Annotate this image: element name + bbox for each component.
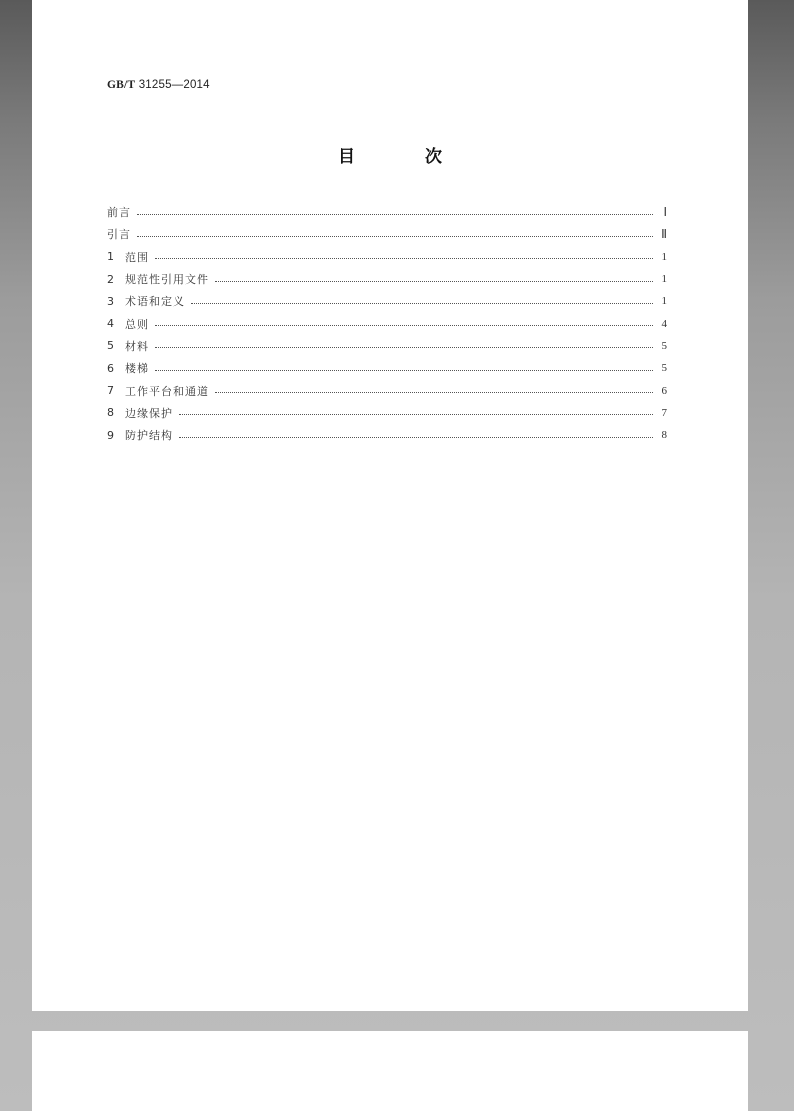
toc-entry-number: 9 xyxy=(107,428,114,442)
toc-entry-8[interactable] xyxy=(107,402,667,424)
toc-leader-dots xyxy=(179,437,653,438)
toc-entry-page: 5 xyxy=(661,362,667,375)
toc-leader-dots xyxy=(191,303,653,304)
table-of-contents xyxy=(107,201,667,446)
toc-entry-number: 4 xyxy=(107,317,114,331)
toc-entry-number: 3 xyxy=(107,294,114,308)
toc-entry-page: 5 xyxy=(661,339,667,352)
toc-entry-label: 规范性引用文件 xyxy=(125,273,209,287)
document-code-number: 31255—2014 xyxy=(138,79,210,91)
toc-entry-label: 术语和定义 xyxy=(125,295,185,309)
toc-title: 目 次 xyxy=(338,147,474,167)
toc-entry-page: 1 xyxy=(661,295,667,308)
toc-entry-page: Ⅰ xyxy=(663,204,667,219)
toc-entry-number: 5 xyxy=(107,339,114,353)
toc-entry-number: 8 xyxy=(107,406,114,420)
toc-entry-number: 7 xyxy=(107,384,114,398)
toc-entry-page: 1 xyxy=(661,250,667,263)
toc-leader-dots xyxy=(179,414,653,415)
toc-entry-number: 1 xyxy=(107,250,114,264)
toc-entry-number: 6 xyxy=(107,361,114,375)
toc-entry-3[interactable] xyxy=(107,290,667,312)
toc-entry-label: 前言 xyxy=(107,206,131,220)
toc-entry-label: 材料 xyxy=(125,339,149,353)
toc-leader-dots xyxy=(155,370,653,371)
toc-entry-page: 7 xyxy=(661,406,667,419)
toc-leader-dots xyxy=(155,347,653,348)
toc-entry-7[interactable] xyxy=(107,379,667,401)
toc-leader-dots xyxy=(155,258,653,259)
toc-entry-page: Ⅱ xyxy=(661,226,667,241)
toc-entry-4[interactable] xyxy=(107,312,667,334)
toc-entry-label: 范围 xyxy=(125,250,149,264)
toc-entry-1[interactable] xyxy=(107,246,667,268)
toc-entry-label: 工作平台和通道 xyxy=(125,384,209,398)
toc-entry-page: 6 xyxy=(661,384,667,397)
toc-entry-label: 引言 xyxy=(107,228,131,242)
document-page xyxy=(32,0,748,1011)
toc-entry-label: 边缘保护 xyxy=(125,406,173,420)
toc-entry-9[interactable] xyxy=(107,424,667,446)
toc-entry-introduction[interactable] xyxy=(107,223,667,245)
toc-entry-number: 2 xyxy=(107,272,114,286)
toc-entry-5[interactable] xyxy=(107,335,667,357)
toc-entry-6[interactable] xyxy=(107,357,667,379)
toc-entry-page: 1 xyxy=(661,273,667,286)
toc-leader-dots xyxy=(137,214,653,215)
toc-leader-dots xyxy=(137,236,653,237)
toc-leader-dots xyxy=(155,325,653,326)
toc-entry-2[interactable] xyxy=(107,268,667,290)
toc-entry-label: 楼梯 xyxy=(125,362,149,376)
toc-entry-page: 4 xyxy=(661,317,667,330)
toc-entry-label: 总则 xyxy=(125,317,149,331)
toc-entry-label: 防护结构 xyxy=(125,429,173,443)
next-document-page xyxy=(32,1031,748,1111)
toc-entry-page: 8 xyxy=(661,429,667,442)
toc-leader-dots xyxy=(215,281,653,282)
toc-entry-preface[interactable] xyxy=(107,201,667,223)
toc-leader-dots xyxy=(215,392,653,393)
document-code-prefix: GB/T xyxy=(107,79,136,91)
document-code xyxy=(107,79,210,91)
